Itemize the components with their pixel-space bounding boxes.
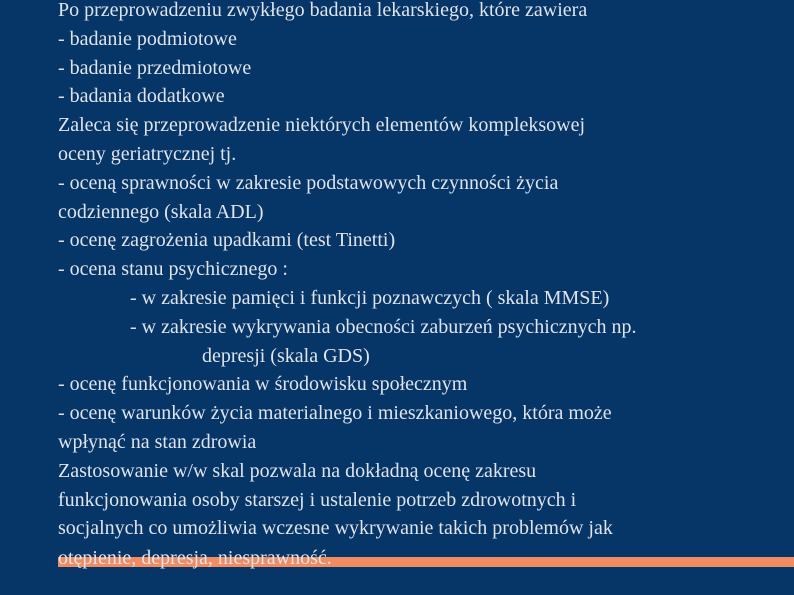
text-line: funkcjonowania osoby starszej i ustalenie potrzeb zdrowotnych i [58, 488, 577, 511]
text-line: Zastosowanie w/w skal pozwala na dokładną ocenę zakresu [58, 459, 537, 482]
text-line: - ocenę zagrożenia upadkami (test Tinetti) [58, 229, 396, 252]
text-line: - oceną sprawności w zakresie podstawowych czynności życia [58, 171, 559, 194]
slide-text-body [58, 0, 788, 543]
text-line: wpłynąć na stan zdrowia [58, 430, 257, 453]
text-line: Po przeprowadzeniu zwykłego badania lekarskiego, które zawiera [58, 0, 588, 21]
text-line: - ocena stanu psychicznego : [58, 258, 288, 281]
text-line: - badanie przedmiotowe [58, 56, 252, 79]
text-line: Zaleca się przeprowadzenie niektórych elementów kompleksowej [58, 114, 586, 137]
text-line-indented: - w zakresie pamięci i funkcji poznawczych ( skala MMSE) [130, 286, 610, 309]
text-line: codziennego (skala ADL) [58, 200, 264, 223]
text-line-last: otępienie, depresja, niesprawność. [58, 547, 332, 569]
text-line-indented: - w zakresie wykrywania obecności zaburzeń psychicznych np. [130, 315, 637, 338]
text-line: - badanie podmiotowe [58, 27, 237, 50]
text-line-indented: depresji (skala GDS) [202, 344, 370, 367]
text-line: socjalnych co umożliwia wczesne wykrywanie takich problemów jak [58, 517, 613, 540]
text-line: oceny geriatrycznej tj. [58, 142, 237, 165]
text-line: - badania dodatkowe [58, 85, 225, 108]
text-line: - ocenę warunków życia materialnego i mieszkaniowego, która może [58, 402, 612, 425]
text-line: - ocenę funkcjonowania w środowisku społecznym [58, 373, 468, 396]
